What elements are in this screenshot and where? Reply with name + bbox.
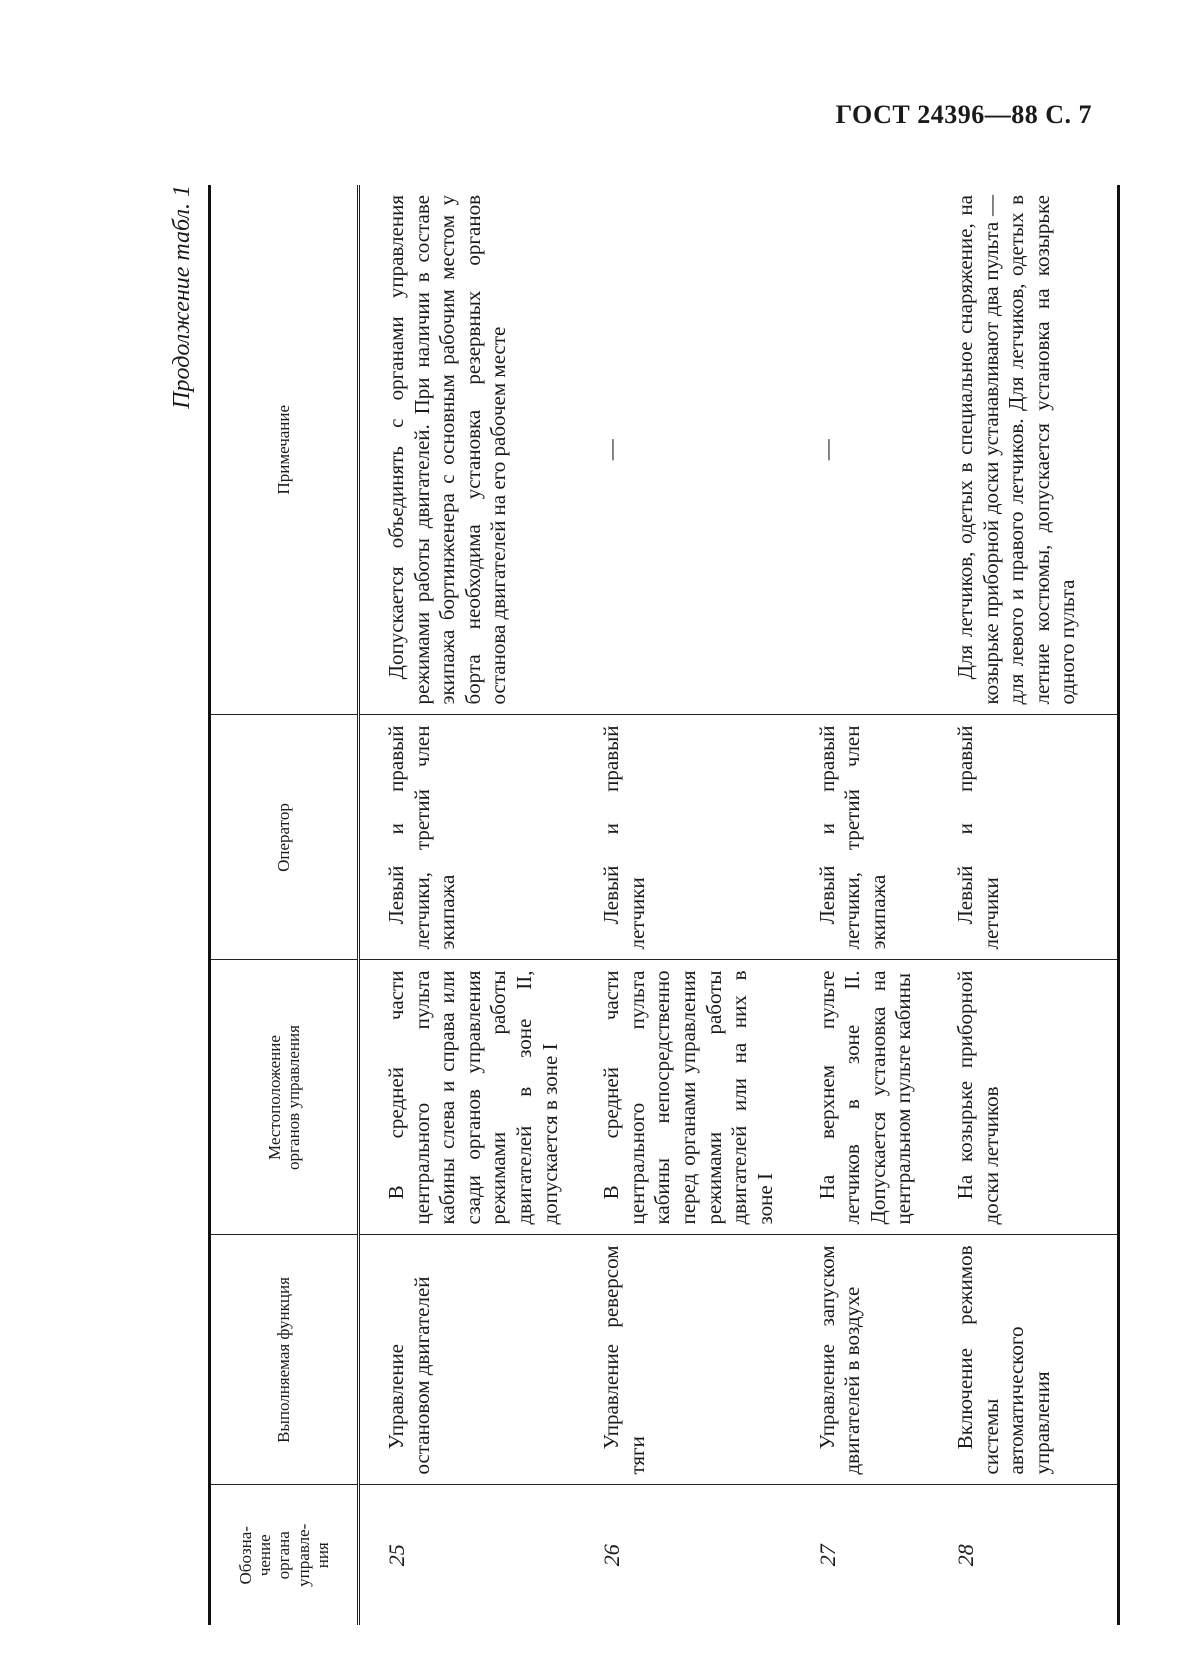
cell-operator: Левый и правый летчики, третий член экипажа	[359, 715, 576, 960]
cell-id: 28	[929, 1485, 1119, 1625]
table-row	[791, 185, 929, 1625]
cell-operator: Левый и правый летчики	[929, 715, 1119, 960]
column-header-function: Выполняемая функция	[210, 1235, 359, 1485]
column-header-note: Примечание	[210, 185, 359, 715]
table-caption: Продолжение табл. 1	[169, 185, 195, 409]
cell-operator: Левый и правый летчики	[575, 715, 790, 960]
column-header-location: Местоположение органов управления	[210, 960, 359, 1235]
cell-note: —	[575, 185, 790, 715]
column-header-id: Обозна- чение органа управле- ния	[210, 1485, 359, 1625]
cell-id: 26	[599, 1544, 625, 1567]
cell-id: 27	[814, 1544, 840, 1567]
cell-id: 25	[384, 1544, 409, 1567]
cell-location: На верхнем пульте летчиков в зоне II. Допускается установка на центральном пульте кабины	[791, 960, 929, 1235]
page-header: ГОСТ 24396—88 С. 7	[835, 100, 1092, 129]
cell-location: На козырьке приборной доски летчиков	[929, 960, 1119, 1235]
cell-location: В средней части центрального пульта кабины непосредственно перед органами управления режимами работы двигателей или на них в зоне I	[575, 960, 790, 1235]
table-row	[575, 185, 790, 1625]
table-header-row	[210, 185, 359, 1625]
table-row	[359, 185, 576, 1625]
cell-note: Допускается объединять с органами управления режимами работы двигателей. При наличии в составе экипажа бортинженера с основным рабочим местом у борта необходима установка резервных органов останова двигателей на его рабочем месте	[359, 185, 576, 715]
table-row	[929, 185, 1119, 1625]
cell-function: Управление запуском двигателей в воздухе	[791, 1235, 929, 1485]
rotated-table-block	[160, 185, 1080, 1625]
controls-table	[208, 185, 1120, 1625]
cell-note: —	[791, 185, 929, 715]
cell-note: Для летчиков, одетых в специальное снаряжение, на козырьке приборной доски устанавливают два пульта — для левого и правого летчиков. Для летчиков, одетых в летние костюмы, допускается установка на козырьке одного пульта	[929, 185, 1119, 715]
cell-function: Управление остановом двигателей	[359, 1235, 576, 1485]
cell-location: В средней части центрального пульта кабины слева и справа или сзади органов управления режимами работы двигателей в зоне II, допускается в зоне I	[359, 960, 576, 1235]
column-header-operator: Оператор	[210, 715, 359, 960]
cell-function: Включение режимов системы автоматического управления	[929, 1235, 1119, 1485]
cell-operator: Левый и правый летчики, третий член экипажа	[791, 715, 929, 960]
cell-function: Управление реверсом тяги	[575, 1235, 790, 1485]
